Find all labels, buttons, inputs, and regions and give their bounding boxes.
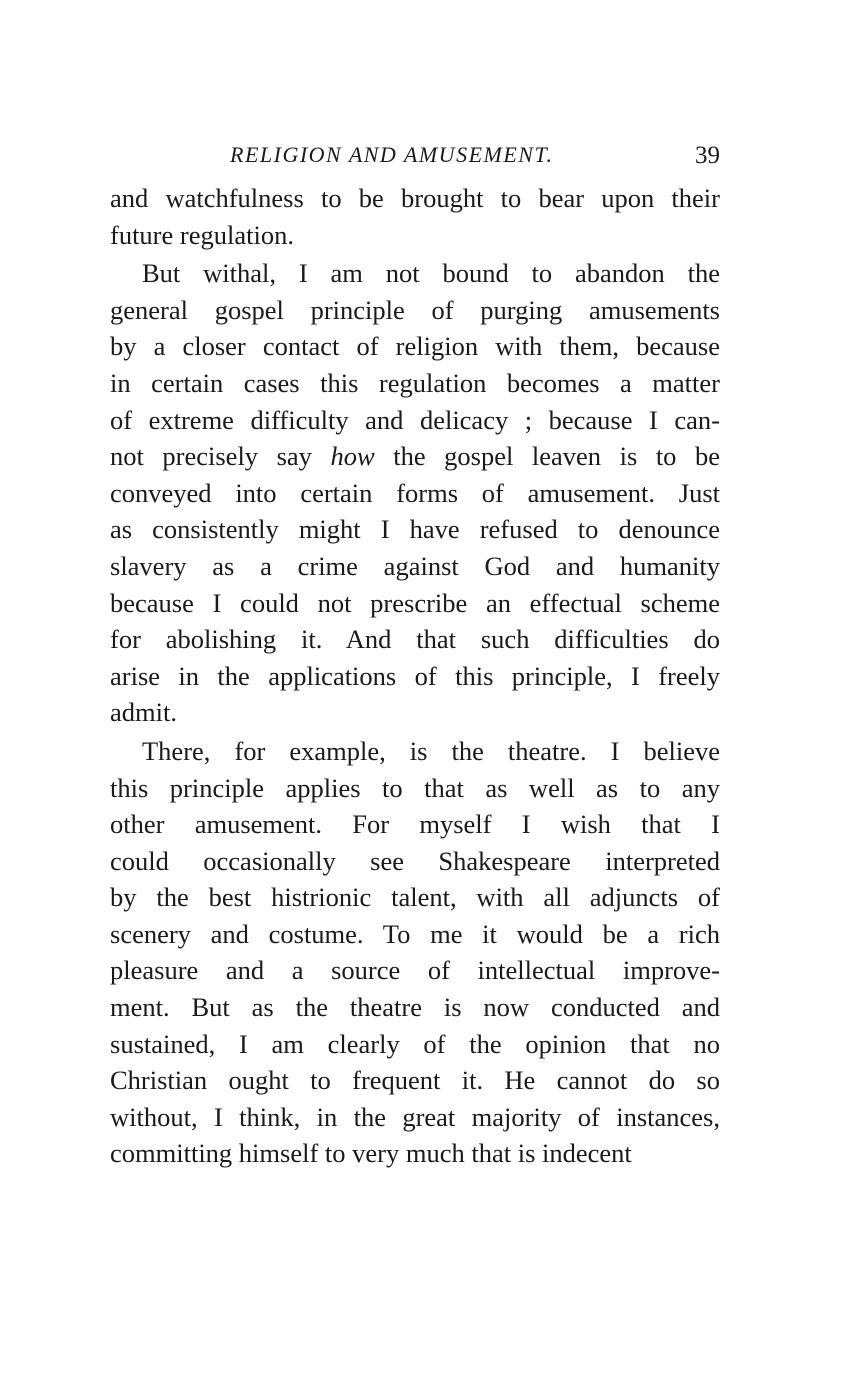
text-line: not precisely say how the gospel leaven is to be (110, 441, 720, 472)
text-line: sustained, I am clearly of the opinion that no (110, 1028, 720, 1059)
text-line: future regulation. (110, 219, 294, 250)
text-line: But withal, I am not bound to abandon the (142, 258, 720, 289)
text-line: admit. (110, 697, 177, 728)
paragraph (110, 255, 720, 731)
emphasis: how (330, 441, 375, 472)
text-line: conveyed into certain forms of amusement. Just (110, 477, 720, 508)
text-line: this principle applies to that as well as to any (110, 772, 720, 803)
text-line: ment. But as the theatre is now conducted and (110, 992, 720, 1023)
page-body (110, 180, 720, 1172)
text-line: committing himself to very much that is indecent (110, 1138, 632, 1169)
text-line: because I could not prescribe an effectual scheme (110, 587, 720, 618)
text-line: could occasionally see Shakespeare interpreted (110, 845, 720, 876)
text-line: by the best histrionic talent, with all adjuncts of (110, 882, 720, 913)
page-number: 39 (695, 142, 720, 169)
text-line: without, I think, in the great majority of instances, (110, 1101, 720, 1132)
paragraph (110, 733, 720, 1172)
paragraph (110, 180, 720, 253)
text-line: scenery and costume. To me it would be a rich (110, 918, 720, 949)
text-line: and watchfulness to be brought to bear upon their (110, 183, 720, 213)
text-line: Christian ought to frequent it. He cannot do so (110, 1065, 720, 1096)
running-title: RELIGION AND AMUSEMENT. (230, 142, 554, 167)
text-line: There, for example, is the theatre. I believe (142, 735, 720, 766)
text-line: as consistently might I have refused to denounce (110, 514, 720, 545)
text-line: in certain cases this regulation becomes a matter (110, 367, 720, 398)
text-line: general gospel principle of purging amusements (110, 294, 720, 325)
page-header (230, 142, 720, 178)
text-line: arise in the applications of this principle, I freely (110, 660, 720, 691)
text-line: other amusement. For myself I wish that I (110, 809, 720, 840)
text-line: for abolishing it. And that such difficulties do (110, 624, 720, 655)
text-line: of extreme difficulty and delicacy ; because I can- (110, 404, 720, 435)
text-line: slavery as a crime against God and humanity (110, 550, 720, 581)
text-line: by a closer contact of religion with them, because (110, 331, 720, 362)
text-line: pleasure and a source of intellectual improve- (110, 955, 720, 986)
